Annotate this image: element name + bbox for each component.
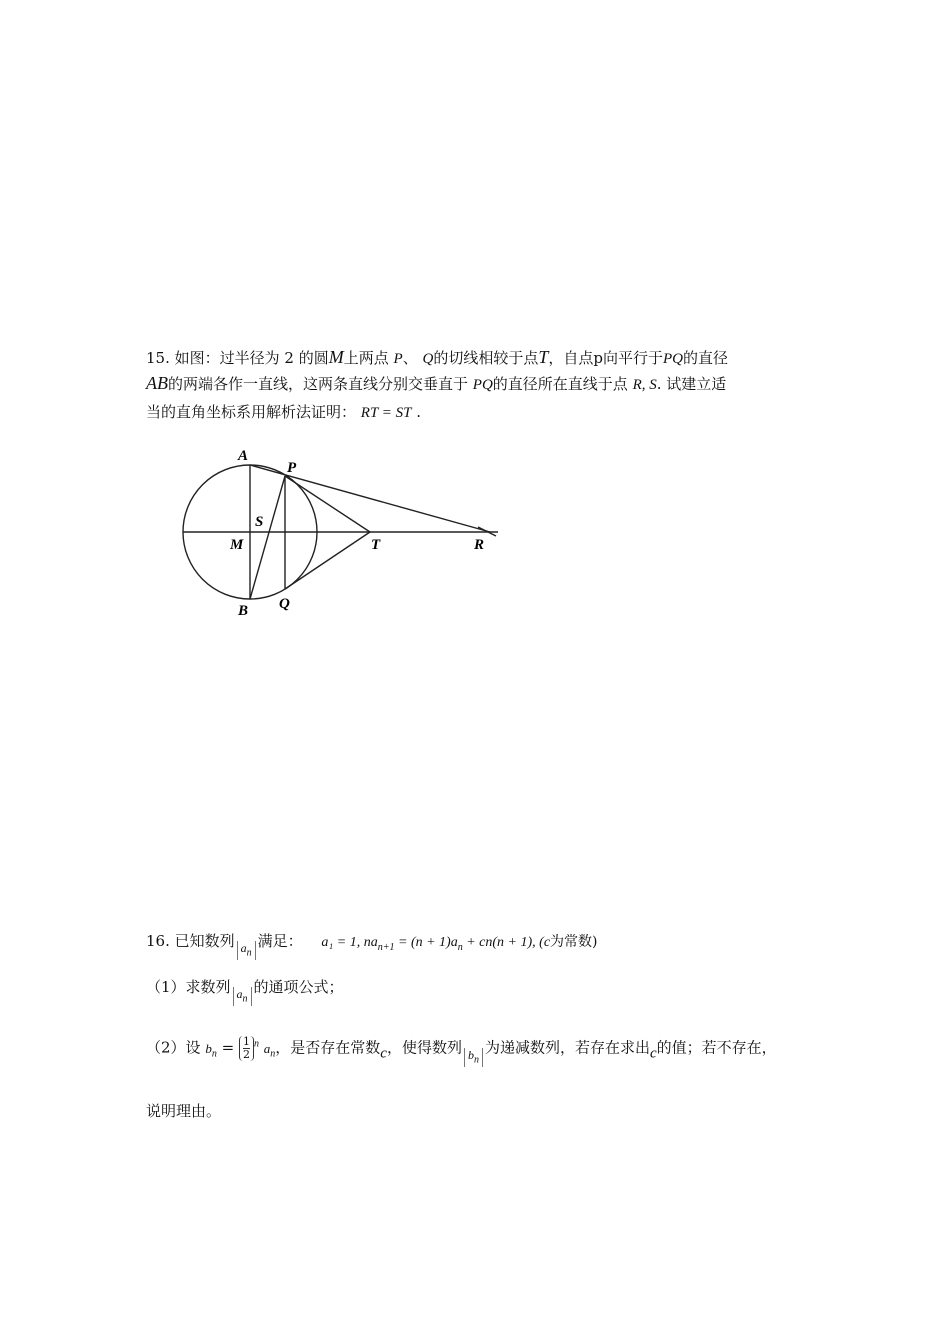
text: 向平行于 — [602, 349, 663, 367]
recurrence-formula — [321, 935, 551, 953]
sequence-an — [233, 987, 252, 1006]
text: 15. 如图：过半径为 2 的圆 — [146, 349, 329, 367]
text: 为常数) — [550, 934, 598, 950]
math-sub: n — [242, 993, 248, 1005]
sequence-bn — [464, 1048, 483, 1067]
math-a: a — [263, 1040, 271, 1056]
text: 的值；若不存在， — [656, 1038, 777, 1057]
problem-16-line-1 — [146, 930, 598, 960]
problem-15-line-1 — [146, 347, 728, 368]
math: + cn(n + 1), (c — [462, 935, 551, 950]
text: （1）求数列 — [146, 978, 231, 996]
fraction-one-half — [239, 1036, 254, 1061]
problem-16-question-2-tail: 说明理由。 — [146, 1102, 222, 1120]
text: 当的直角坐标系用解析法证明： — [146, 403, 357, 421]
math-sub: n — [270, 1048, 276, 1060]
label-M: M — [230, 537, 244, 553]
tangent-QT — [285, 532, 370, 589]
math-PQ: PQ — [663, 351, 683, 367]
text: 的切线相较于点 — [433, 349, 539, 367]
math-b: b — [205, 1040, 212, 1056]
math-a: a — [240, 941, 247, 955]
math: = (n + 1)a — [394, 935, 458, 950]
math-p: p — [593, 349, 603, 367]
geometry-figure — [170, 438, 510, 618]
math-c: c — [649, 1045, 657, 1062]
math-T: T — [538, 347, 549, 367]
text: 16. 已知数列 — [146, 932, 235, 950]
label-A: A — [238, 448, 249, 464]
math-PQ: PQ — [472, 377, 493, 393]
text: 的直径 — [683, 349, 729, 367]
math-RS: R, S — [632, 377, 657, 393]
math-sub: n — [457, 941, 463, 953]
line-PB — [250, 476, 285, 599]
text: 满足： — [257, 932, 303, 950]
text: （2）设 — [146, 1038, 201, 1057]
text: 为递减数列，若存在求出 — [484, 1038, 650, 1057]
label-S: S — [255, 514, 264, 530]
label-T: T — [371, 537, 381, 553]
denominator: 2 — [242, 1048, 250, 1061]
text: 上两点 — [343, 349, 389, 367]
problem-16-question-1 — [146, 976, 344, 1006]
tangent-PT — [285, 476, 370, 532]
math-sub: n — [473, 1053, 479, 1065]
math-Q: Q — [422, 351, 434, 367]
text: ，使得数列 — [386, 1038, 462, 1057]
label-R: R — [474, 537, 485, 553]
numerator: 1 — [242, 1035, 250, 1048]
math: a₁ = 1, na — [321, 935, 378, 950]
label-P: P — [287, 460, 297, 476]
text: ，自点 — [548, 349, 594, 367]
math-a: a — [236, 987, 243, 1001]
problem-15-line-3 — [146, 401, 421, 422]
text: ，是否存在常数 — [275, 1038, 381, 1057]
math-sub: n — [246, 947, 252, 959]
text: 的两端各作一直线，这两条直线分别交垂直于 — [168, 375, 469, 393]
text: 、 — [402, 349, 418, 367]
math-P: P — [393, 351, 403, 367]
sequence-an — [237, 941, 256, 960]
problem-16-question-2 — [146, 1036, 777, 1067]
math-exponent: n — [253, 1038, 259, 1050]
math-equals: = — [221, 1038, 235, 1057]
text: . 试建立适 — [656, 375, 727, 393]
line-AR — [250, 465, 490, 532]
math-an — [263, 1040, 276, 1060]
problem-15-line-2 — [146, 373, 726, 394]
text: 的直径所在直线于点 — [492, 375, 628, 393]
label-Q: Q — [279, 596, 290, 612]
math-bn — [205, 1040, 217, 1060]
math-sub: n — [211, 1048, 217, 1060]
math-b: b — [467, 1047, 474, 1062]
math-AB: AB — [146, 373, 168, 393]
math-RT-ST: RT = ST — [360, 405, 412, 421]
text: . — [416, 403, 422, 421]
label-B: B — [238, 603, 249, 618]
math-c: c — [380, 1045, 387, 1062]
math-sub: n+1 — [377, 941, 395, 953]
text: 的通项公式； — [253, 978, 344, 996]
math-M: M — [328, 347, 344, 367]
